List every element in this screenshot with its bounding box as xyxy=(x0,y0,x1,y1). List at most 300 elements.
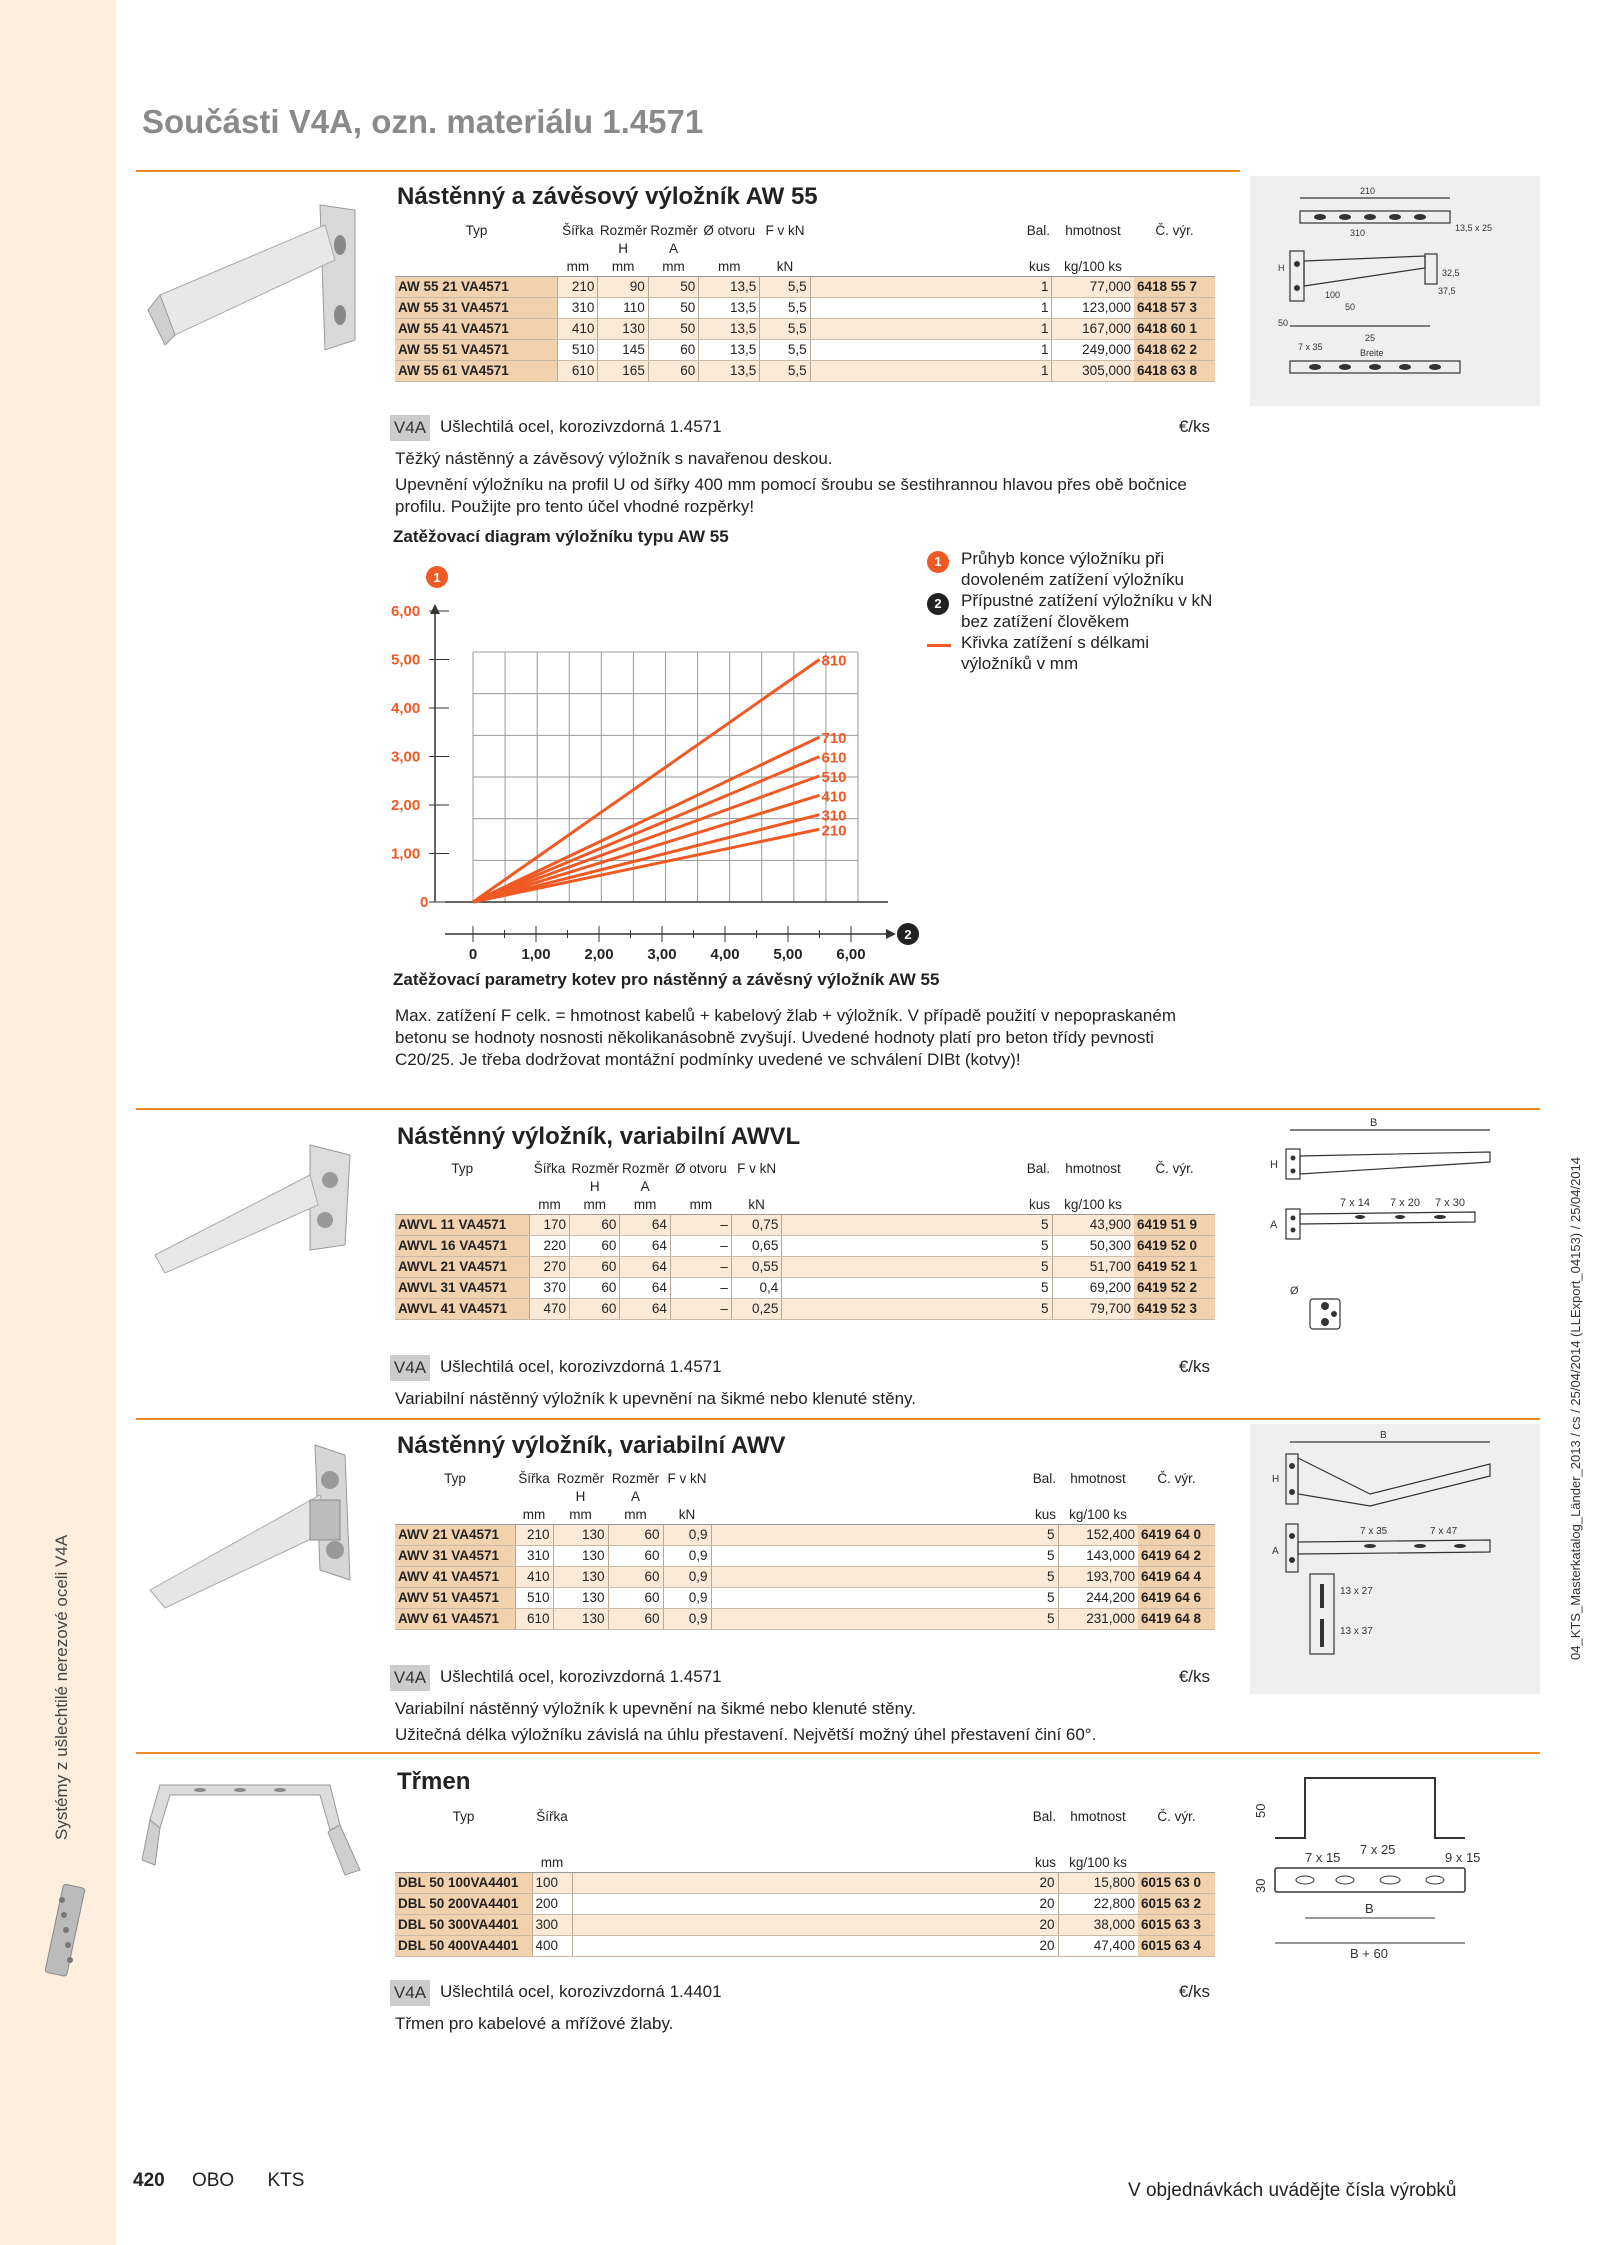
footer-note: V objednávkách uvádějte čísla výrobků xyxy=(1128,2180,1457,2201)
cell: 13,5 xyxy=(699,277,760,298)
cell: 200 xyxy=(532,1894,572,1915)
drawing-label: B + 60 xyxy=(1350,1946,1388,1961)
col-header: hmotnost xyxy=(1070,1809,1126,1824)
x-axis-arrow xyxy=(886,929,896,939)
cell-article-number: 6418 60 1 xyxy=(1134,319,1215,340)
cell: 165 xyxy=(598,361,648,382)
side-export-label: 04_KTS_Masterkatalog_Länder_2013 / cs / 25/04/2014 (LLExport_04153) / 25/04/2014 xyxy=(1568,1156,1583,1660)
series-line xyxy=(473,737,820,902)
cell-article-number: 6419 64 0 xyxy=(1138,1525,1215,1546)
drawing-label: 7 x 14 xyxy=(1340,1197,1370,1209)
cell: – xyxy=(670,1278,731,1299)
cell-article-number: 6418 63 8 xyxy=(1134,361,1215,382)
unit-cell: kg/100 ks xyxy=(1058,1854,1138,1873)
cell: 5,5 xyxy=(760,319,810,340)
table-row xyxy=(395,1236,1215,1257)
unit-cell: kN xyxy=(760,258,810,277)
material-row-awvl xyxy=(390,1355,1210,1381)
description: Variabilní nástěnný výložník k upevnění na šikmé nebo klenuté stěny. xyxy=(395,1699,917,1718)
side-chapter-label: Systémy z ušlechtilé nerezové oceli V4A xyxy=(52,1534,71,1840)
col-header: Typ xyxy=(451,1161,474,1176)
cell: 193,700 xyxy=(1058,1567,1138,1588)
cell: 143,000 xyxy=(1058,1546,1138,1567)
unit-cell xyxy=(395,1196,530,1215)
col-header: Č. výr. xyxy=(1157,1809,1196,1824)
unit-cell: mm xyxy=(553,1506,608,1525)
cell-type: AW 55 21 VA4571 xyxy=(395,277,558,298)
cell: 5 xyxy=(782,1257,1052,1278)
cell: 152,400 xyxy=(1058,1525,1138,1546)
x-tick-label: 5,00 xyxy=(773,946,803,963)
cell: 0,65 xyxy=(731,1236,781,1257)
cell-type: DBL 50 300VA4401 xyxy=(395,1915,532,1936)
cell: – xyxy=(670,1215,731,1236)
drawing-label: 7 x 15 xyxy=(1305,1850,1341,1865)
technical-drawing-awvl xyxy=(1250,1114,1540,1414)
cell-article-number: 6419 64 2 xyxy=(1138,1546,1215,1567)
drawing-label: 9 x 15 xyxy=(1445,1850,1481,1865)
cell: 43,900 xyxy=(1052,1215,1134,1236)
cell: 0,9 xyxy=(663,1609,711,1630)
table-row xyxy=(395,1299,1215,1320)
cell: 510 xyxy=(515,1588,553,1609)
cell: 69,200 xyxy=(1052,1278,1134,1299)
col-header: Bal. xyxy=(1026,1161,1050,1176)
cell-type: DBL 50 400VA4401 xyxy=(395,1936,532,1957)
unit-cell: mm xyxy=(620,1196,670,1215)
cell: 5 xyxy=(711,1609,1058,1630)
cell: 50 xyxy=(648,319,698,340)
y-axis-marker-label: 1 xyxy=(433,570,441,585)
cell-article-number: 6015 63 2 xyxy=(1138,1894,1215,1915)
cell: 100 xyxy=(532,1873,572,1894)
col-header: Šířka xyxy=(536,1809,568,1824)
cell-type: DBL 50 100VA4401 xyxy=(395,1873,532,1894)
x-tick-label: 1,00 xyxy=(521,946,551,963)
cell: 1 xyxy=(810,319,1052,340)
col-header: Ø otvoru xyxy=(703,223,756,238)
col-header: Rozměr H xyxy=(556,1471,605,1504)
material-label: Ušlechtilá ocel, korozivzdorná 1.4571 xyxy=(440,1357,722,1376)
cell-type: AW 55 61 VA4571 xyxy=(395,361,558,382)
drawing-label: 50 xyxy=(1253,1803,1268,1818)
cell: 130 xyxy=(553,1588,608,1609)
cell: 1 xyxy=(810,277,1052,298)
table-row xyxy=(395,1894,1215,1915)
cell-article-number: 6015 63 4 xyxy=(1138,1936,1215,1957)
description: Užitečná délka výložníku závislá na úhlu přestavení. Největší možný úhel přestavení činí 60°. xyxy=(395,1725,1097,1744)
unit-cell xyxy=(395,1854,532,1873)
drawing-label: 13,5 x 25 xyxy=(1455,223,1493,233)
unit-cell xyxy=(1138,1854,1215,1873)
drawing-label: Breite xyxy=(1360,348,1384,358)
cell: 50,300 xyxy=(1052,1236,1134,1257)
page-number: 420 xyxy=(133,2170,165,2191)
cell-type: AWV 41 VA4571 xyxy=(395,1567,515,1588)
section-divider xyxy=(136,170,1240,172)
drawing-label: 50 xyxy=(1345,302,1356,312)
cell-article-number: 6419 52 3 xyxy=(1134,1299,1215,1320)
cell-type: AWV 31 VA4571 xyxy=(395,1546,515,1567)
cell: 13,5 xyxy=(699,340,760,361)
drawing-label: 7 x 25 xyxy=(1360,1842,1396,1857)
drawing-label: A xyxy=(1272,1546,1279,1557)
unit-cell: mm xyxy=(558,258,598,277)
col-header: Rozměr A xyxy=(611,1471,660,1504)
page-title: Součásti V4A, ozn. materiálu 1.4571 xyxy=(142,103,704,140)
series-label: 610 xyxy=(821,749,847,767)
cell: 0,75 xyxy=(731,1215,781,1236)
unit-cell: kus xyxy=(810,258,1052,277)
table-awvl xyxy=(395,1160,1215,1320)
cell: 231,000 xyxy=(1058,1609,1138,1630)
cell: 38,000 xyxy=(1058,1915,1138,1936)
col-header: Šířka xyxy=(562,223,594,238)
cell: 60 xyxy=(570,1278,620,1299)
material-label: Ušlechtilá ocel, korozivzdorná 1.4401 xyxy=(440,1982,722,2001)
col-header: F v kN xyxy=(737,1161,777,1176)
unit-cell: mm xyxy=(670,1196,731,1215)
col-header: Č. výr. xyxy=(1155,1161,1194,1176)
unit-cell: mm xyxy=(570,1196,620,1215)
material-badge: V4A xyxy=(390,1980,430,2006)
cell: 60 xyxy=(648,361,698,382)
unit-cell: mm xyxy=(598,258,648,277)
col-header: Bal. xyxy=(1032,1471,1056,1486)
table-row xyxy=(395,1873,1215,1894)
cell: 20 xyxy=(572,1915,1058,1936)
cell-article-number: 6419 52 1 xyxy=(1134,1257,1215,1278)
cell: 270 xyxy=(530,1257,570,1278)
cell: 20 xyxy=(572,1894,1058,1915)
price-unit: €/ks xyxy=(1178,1667,1210,1686)
product-photo-dbl xyxy=(140,1770,370,1880)
unit-cell: mm xyxy=(515,1506,553,1525)
col-header: Ø otvoru xyxy=(675,1161,727,1176)
product-photo-aw55 xyxy=(140,200,370,370)
footer-brand: OBO xyxy=(191,2170,235,2191)
unit-cell: kg/100 ks xyxy=(1052,258,1134,277)
table-row xyxy=(395,340,1215,361)
unit-cell: kN xyxy=(731,1196,781,1215)
unit-cell: kus xyxy=(572,1854,1058,1873)
chart-legend xyxy=(927,548,1217,674)
table-row xyxy=(395,1257,1215,1278)
cell: 310 xyxy=(558,298,598,319)
cell: 130 xyxy=(553,1525,608,1546)
y-tick-label: 2,00 xyxy=(391,797,421,814)
drawing-label: 37,5 xyxy=(1438,286,1456,296)
price-unit: €/ks xyxy=(1178,417,1210,436)
cell: 145 xyxy=(598,340,648,361)
unit-cell: kg/100 ks xyxy=(1058,1506,1138,1525)
cell-type: AWVL 21 VA4571 xyxy=(395,1257,530,1278)
cell: 1 xyxy=(810,340,1052,361)
legend-item-1: Průhyb konce výložníku při dovoleném zatížení výložníku xyxy=(961,549,1185,589)
table-row xyxy=(395,1936,1215,1957)
params-text: Max. zatížení F celk. = hmotnost kabelů + kabelový žlab + výložník. V případě použití v nepopraskaném betonu se hodnoty nosnosti několikanásobně zvyšují. Uvedené hodnoty platí pro beton třídy pevnosti C20/25. Je třeba dodržovat montážní podmínky uvedené ve schválení DIBt (kotvy)! xyxy=(395,1006,1176,1069)
cell-article-number: 6418 55 7 xyxy=(1134,277,1215,298)
table-row xyxy=(395,361,1215,382)
table-dbl xyxy=(395,1808,1215,1957)
cell: 5,5 xyxy=(760,340,810,361)
col-header: hmotnost xyxy=(1065,223,1121,238)
table-aw55 xyxy=(395,222,1215,382)
description: Třmen pro kabelové a mřížové žlaby. xyxy=(395,2014,674,2033)
cell-type: AWV 21 VA4571 xyxy=(395,1525,515,1546)
cell: 77,000 xyxy=(1052,277,1134,298)
footer-section: KTS xyxy=(267,2170,305,2191)
cell: 50 xyxy=(648,277,698,298)
cell: 5,5 xyxy=(760,361,810,382)
product-photo-awv xyxy=(140,1440,370,1610)
unit-cell: kus xyxy=(711,1506,1058,1525)
legend-item-2: Přípustné zatížení výložníku v kN bez zatížení člověkem xyxy=(961,591,1213,631)
table-row xyxy=(395,1915,1215,1936)
cell: 510 xyxy=(558,340,598,361)
cell: 5 xyxy=(711,1525,1058,1546)
cell: – xyxy=(670,1257,731,1278)
cell: 13,5 xyxy=(699,319,760,340)
drawing-label: 13 x 37 xyxy=(1340,1626,1373,1637)
unit-cell xyxy=(1138,1506,1215,1525)
cell-type: DBL 50 200VA4401 xyxy=(395,1894,532,1915)
cell-type: AWVL 16 VA4571 xyxy=(395,1236,530,1257)
table-row xyxy=(395,298,1215,319)
cell: 123,000 xyxy=(1052,298,1134,319)
drawing-label: H xyxy=(1272,1474,1280,1485)
cell: 60 xyxy=(608,1546,663,1567)
cell: 130 xyxy=(553,1546,608,1567)
cell: 300 xyxy=(532,1915,572,1936)
drawing-label: 7 x 30 xyxy=(1435,1197,1465,1209)
table-row xyxy=(395,319,1215,340)
cell: 0,9 xyxy=(663,1525,711,1546)
cell-type: AW 55 41 VA4571 xyxy=(395,319,558,340)
cell: 60 xyxy=(570,1236,620,1257)
cell-article-number: 6015 63 3 xyxy=(1138,1915,1215,1936)
cell-type: AWV 51 VA4571 xyxy=(395,1588,515,1609)
cell: 5 xyxy=(711,1588,1058,1609)
y-tick-label: 1,00 xyxy=(391,845,421,863)
cell: 0,55 xyxy=(731,1257,781,1278)
cell: 410 xyxy=(515,1567,553,1588)
cell: 60 xyxy=(570,1215,620,1236)
cell: 5 xyxy=(782,1236,1052,1257)
cell-type: AW 55 31 VA4571 xyxy=(395,298,558,319)
material-row-awv xyxy=(390,1665,1210,1691)
cell: 370 xyxy=(530,1278,570,1299)
unit-cell xyxy=(395,1506,515,1525)
drawing-label: B xyxy=(1380,1430,1387,1441)
y-tick-label: 3,00 xyxy=(391,748,421,766)
cell: 79,700 xyxy=(1052,1299,1134,1320)
cell: 0,9 xyxy=(663,1546,711,1567)
legend-line-icon xyxy=(927,644,951,647)
series-label: 710 xyxy=(821,730,847,748)
table-row xyxy=(395,1215,1215,1236)
cell-type: AWVL 11 VA4571 xyxy=(395,1215,530,1236)
price-unit: €/ks xyxy=(1178,1357,1210,1376)
unit-cell xyxy=(1134,1196,1215,1215)
legend-marker-2: 2 xyxy=(927,593,949,615)
params-title: Zatěžovací parametry kotev pro nástěnný a závěsný výložník AW 55 xyxy=(393,970,940,989)
cell: 610 xyxy=(515,1609,553,1630)
cell: 5 xyxy=(782,1278,1052,1299)
col-header: F v kN xyxy=(765,223,805,238)
y-tick-label: 6,00 xyxy=(391,603,421,620)
drawing-label: 210 xyxy=(1360,186,1376,196)
table-row xyxy=(395,1525,1215,1546)
series-label: 410 xyxy=(821,788,847,806)
description: Upevnění výložníku na profil U od šířky 400 mm pomocí šroubu se šestihrannou hlavou přes obě bočnice profilu. Použijte pro tento účel vhodné rozpěrky! xyxy=(395,475,1187,516)
drawing-label: 13 x 27 xyxy=(1340,1586,1373,1597)
cell: 15,800 xyxy=(1058,1873,1138,1894)
cell-article-number: 6419 51 9 xyxy=(1134,1215,1215,1236)
x-tick-label: 4,00 xyxy=(710,946,740,963)
cell: 310 xyxy=(515,1546,553,1567)
cell: 13,5 xyxy=(699,298,760,319)
col-header: Bal. xyxy=(1026,223,1050,238)
unit-cell: mm xyxy=(530,1196,570,1215)
series-label: 210 xyxy=(821,822,847,840)
cell: 470 xyxy=(530,1299,570,1320)
col-header: Typ xyxy=(465,223,488,238)
material-badge: V4A xyxy=(390,1665,430,1691)
cell: 210 xyxy=(558,277,598,298)
legend-marker-1: 1 xyxy=(927,551,949,573)
cell: 130 xyxy=(553,1609,608,1630)
drawing-label: A xyxy=(1270,1219,1278,1231)
x-tick-label: 6,00 xyxy=(836,946,866,963)
col-header: hmotnost xyxy=(1065,1161,1121,1176)
section-title-awv: Nástěnný výložník, variabilní AWV xyxy=(397,1432,786,1459)
drawing-label: 32,5 xyxy=(1442,268,1460,278)
cell: 64 xyxy=(620,1215,670,1236)
cell-article-number: 6015 63 0 xyxy=(1138,1873,1215,1894)
col-header: Typ xyxy=(452,1809,475,1824)
cell: 0,4 xyxy=(731,1278,781,1299)
material-label: Ušlechtilá ocel, korozivzdorná 1.4571 xyxy=(440,417,722,436)
cell: 249,000 xyxy=(1052,340,1134,361)
drawing-label: 25 xyxy=(1365,333,1376,343)
material-label: Ušlechtilá ocel, korozivzdorná 1.4571 xyxy=(440,1667,722,1686)
cell: 64 xyxy=(620,1257,670,1278)
drawing-label: 50 xyxy=(1278,318,1289,328)
table-row xyxy=(395,1609,1215,1630)
x-tick-label: 2,00 xyxy=(584,946,614,963)
drawing-label: 7 x 35 xyxy=(1360,1526,1388,1537)
cell: 60 xyxy=(608,1588,663,1609)
cell-article-number: 6418 62 2 xyxy=(1134,340,1215,361)
cell: – xyxy=(670,1236,731,1257)
series-line xyxy=(473,795,820,902)
drawing-label: B xyxy=(1370,1117,1378,1129)
cell-article-number: 6419 64 4 xyxy=(1138,1567,1215,1588)
cell: 60 xyxy=(570,1299,620,1320)
cell: 167,000 xyxy=(1052,319,1134,340)
cell: 1 xyxy=(810,361,1052,382)
material-badge: V4A xyxy=(390,1355,430,1381)
cell: 47,400 xyxy=(1058,1936,1138,1957)
unit-cell: mm xyxy=(608,1506,663,1525)
col-header: Rozměr A xyxy=(621,1161,670,1194)
drawing-label: Ø xyxy=(1290,1285,1299,1297)
series-label: 310 xyxy=(821,807,847,825)
cell: 51,700 xyxy=(1052,1257,1134,1278)
col-header: Rozměr H xyxy=(599,223,648,256)
cell: 50 xyxy=(648,298,698,319)
table-row xyxy=(395,277,1215,298)
cell: 64 xyxy=(620,1299,670,1320)
material-row-dbl xyxy=(390,1980,1210,2006)
drawing-label: H xyxy=(1270,1159,1278,1171)
unit-cell xyxy=(1134,258,1215,277)
cell: 0,25 xyxy=(731,1299,781,1320)
material-row-aw55 xyxy=(390,415,1210,441)
cell: 60 xyxy=(648,340,698,361)
section-divider xyxy=(136,1418,1540,1420)
cell-article-number: 6419 64 6 xyxy=(1138,1588,1215,1609)
col-header: Šířka xyxy=(533,1161,566,1176)
cell-type: AWVL 31 VA4571 xyxy=(395,1278,530,1299)
unit-cell: mm xyxy=(648,258,698,277)
x-axis-marker-label: 2 xyxy=(904,927,912,942)
load-diagram-chart xyxy=(385,550,925,970)
cell: 60 xyxy=(570,1257,620,1278)
technical-drawing-awv xyxy=(1250,1424,1540,1694)
chapter-icon xyxy=(36,1880,92,1980)
cell: – xyxy=(670,1299,731,1320)
col-header: Bal. xyxy=(1032,1809,1056,1824)
cell: 410 xyxy=(558,319,598,340)
cell: 130 xyxy=(598,319,648,340)
cell: 220 xyxy=(530,1236,570,1257)
description: Těžký nástěnný a závěsový výložník s navařenou deskou. xyxy=(395,449,833,468)
cell: 64 xyxy=(620,1278,670,1299)
description: Variabilní nástěnný výložník k upevnění na šikmé nebo klenuté stěny. xyxy=(395,1389,917,1408)
cell: 5 xyxy=(711,1546,1058,1567)
unit-cell: kg/100 ks xyxy=(1052,1196,1134,1215)
series-label: 810 xyxy=(821,652,847,670)
cell: 20 xyxy=(572,1936,1058,1957)
table-row xyxy=(395,1567,1215,1588)
cell-article-number: 6419 52 2 xyxy=(1134,1278,1215,1299)
drawing-label: 7 x 20 xyxy=(1390,1197,1420,1209)
table-awv xyxy=(395,1470,1215,1630)
col-header: Č. výr. xyxy=(1157,1471,1196,1486)
cell: 5,5 xyxy=(760,277,810,298)
drawing-label: 30 xyxy=(1253,1878,1268,1893)
section-divider xyxy=(136,1752,1540,1754)
cell: 22,800 xyxy=(1058,1894,1138,1915)
cell: 5 xyxy=(711,1567,1058,1588)
drawing-label: H xyxy=(1278,263,1285,273)
section-title-awvl: Nástěnný výložník, variabilní AWVL xyxy=(397,1123,801,1150)
col-header: Č. výr. xyxy=(1155,223,1194,238)
x-tick-label: 3,00 xyxy=(647,946,677,963)
unit-cell: kN xyxy=(663,1506,711,1525)
cell: 13,5 xyxy=(699,361,760,382)
drawing-label: 100 xyxy=(1325,290,1341,300)
drawing-label: 7 x 35 xyxy=(1298,342,1323,352)
cell: 60 xyxy=(608,1525,663,1546)
table-row xyxy=(395,1278,1215,1299)
cell: 60 xyxy=(608,1609,663,1630)
y-tick-label: 4,00 xyxy=(391,700,421,717)
technical-drawing-aw55 xyxy=(1250,176,1540,406)
cell-type: AW 55 51 VA4571 xyxy=(395,340,558,361)
